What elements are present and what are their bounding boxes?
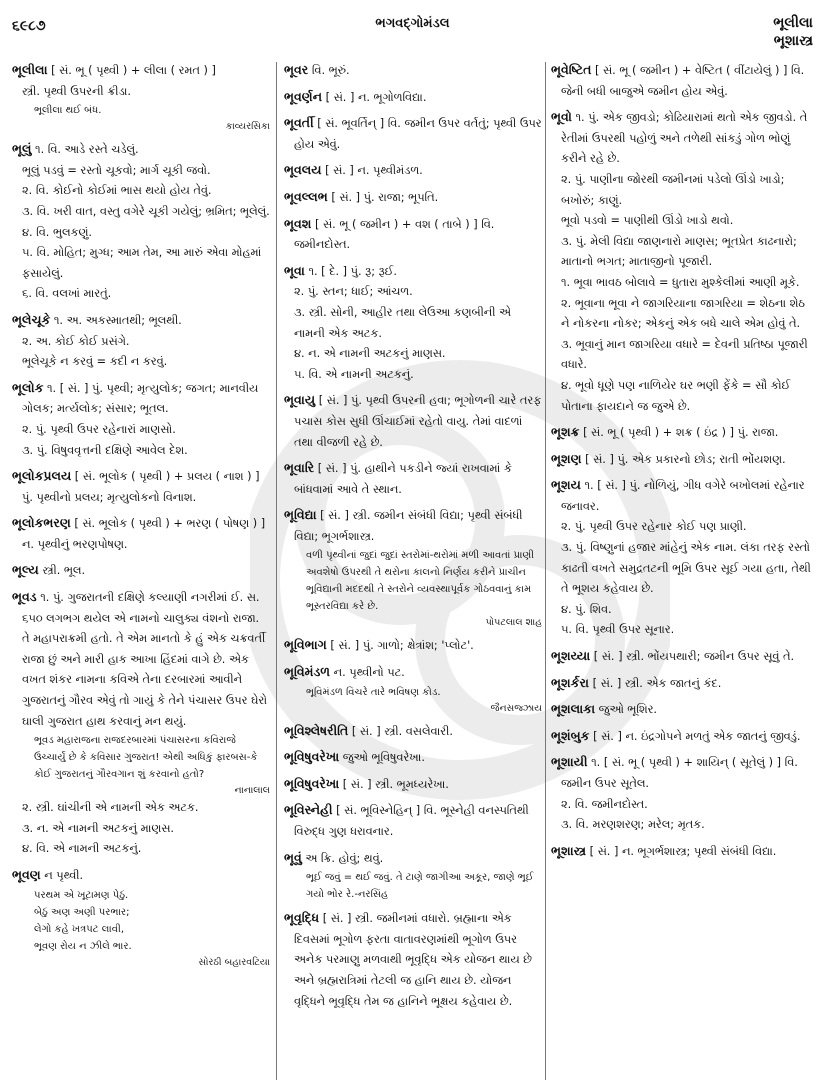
entry-sense bbox=[551, 273, 813, 294]
entry-headword: ભૂવાયુ bbox=[284, 392, 316, 408]
entry-headword: ભૂવો bbox=[551, 109, 572, 125]
entry-definition bbox=[284, 113, 542, 155]
definition-text: [ સં. ] સ્ત્રી. વસલેવારી. bbox=[351, 724, 453, 738]
entry-headword: ભૂવણ bbox=[12, 867, 41, 882]
definition-text: ૩. ભૂવાનું માન જાગરિયા વધારે = દેવની પ્રતિષ્ઠા પૂજારી વધારે. bbox=[561, 337, 808, 372]
entry-sense bbox=[12, 243, 270, 284]
entry-definition bbox=[284, 774, 542, 796]
entry-headword: ભૂશાયી bbox=[551, 754, 588, 770]
entry-sense bbox=[12, 181, 270, 202]
entry-headword: ભૂલોકભરણ bbox=[12, 515, 71, 531]
guide-word-last: ભૂશાસ્ત્ર bbox=[773, 33, 813, 49]
definition-text: ૩. સ્ત્રી. સોની, આહીર તથા લેઉઆ કણબીની એ નામની એક અટક. bbox=[294, 305, 511, 340]
quotation-attribution: સોરઠી બહારવટિયા bbox=[198, 956, 270, 968]
dictionary-entry bbox=[551, 752, 813, 835]
definition-text: [ સં. ] ન. ભૂગોળવિદ્યા. bbox=[325, 90, 427, 104]
entry-sense bbox=[551, 294, 813, 335]
dictionary-entry bbox=[12, 587, 270, 860]
entry-quotation-line: બેઠું અણ અણી પરભાર; bbox=[34, 906, 130, 918]
dictionary-entry bbox=[551, 60, 813, 102]
definition-text: [ સં. ] પું. રાજા; ભૂપતિ. bbox=[331, 190, 439, 204]
entry-definition bbox=[284, 662, 542, 684]
entry-sense bbox=[551, 600, 813, 621]
entry-definition bbox=[284, 458, 542, 500]
definition-text: ૧. [ સં. ] પું. નોળિયું, ગીધ વગેરે બખોલમાં રહેનાર જનાવર. bbox=[561, 479, 805, 513]
dictionary-entry bbox=[12, 560, 270, 582]
dictionary-entry bbox=[284, 774, 542, 796]
entry-sense bbox=[284, 344, 542, 365]
dictionary-entry bbox=[284, 800, 542, 842]
entry-sense bbox=[12, 420, 270, 441]
entry-headword: ભૂવૃદ્ધિ bbox=[284, 910, 320, 926]
entry-headword: ભૂશલાકા bbox=[551, 701, 596, 717]
entry-headword: ભૂશંબુક bbox=[551, 727, 590, 743]
entry-headword: ભૂલોકપ્રલય bbox=[12, 468, 72, 484]
definition-text: [ સં. ભૂલોક ( પૃથ્વી ) + ભરણ ( પોષણ ) ] ન. પૃથ્વીનું ભરણપોષણ. bbox=[22, 517, 266, 551]
entry-headword: ભૂવિભાગ bbox=[284, 637, 327, 653]
entry-headword: ભૂવા bbox=[284, 262, 305, 278]
dictionary-entry bbox=[284, 113, 542, 155]
entry-sense bbox=[551, 335, 813, 376]
guide-word-first: ભૂલીલા bbox=[773, 15, 813, 31]
dictionary-entry bbox=[284, 390, 542, 453]
definition-text: ન. પૃથ્વીનો પટ. bbox=[333, 666, 405, 680]
entry-sense bbox=[551, 538, 813, 600]
dictionary-entry bbox=[12, 513, 270, 555]
entry-definition bbox=[551, 422, 813, 444]
entry-sense bbox=[12, 332, 270, 353]
dictionary-entry bbox=[551, 646, 813, 668]
entry-definition bbox=[551, 646, 813, 668]
dictionary-entry bbox=[284, 458, 542, 500]
dictionary-entry bbox=[551, 107, 813, 417]
entry-headword: ભૂવું bbox=[284, 849, 302, 865]
entry-headword: ભૂવિષુવરેખા bbox=[284, 749, 340, 765]
definition-text: ૨. પું. પૃથ્વી ઉપર રહેનારાં માણસો. bbox=[22, 422, 176, 436]
dictionary-entry bbox=[284, 505, 542, 630]
column-divider bbox=[545, 62, 546, 1080]
definition-text: [ સં. ] ન. ઇંદ્રગોપને મળતું એક જાતનું જીવડું. bbox=[593, 729, 801, 743]
dictionary-entry bbox=[551, 726, 813, 748]
quotation-attribution: કાવ્યરસિકા bbox=[225, 121, 270, 133]
entry-definition bbox=[12, 587, 270, 732]
entry-headword: ભૂશર્કરા bbox=[551, 674, 589, 690]
entry-sense bbox=[551, 620, 813, 641]
definition-text: [ સં. ભૂવર્તિન્ ] વિ. જમીન ઉપર વર્તતું; પૃથ્વી ઉપર હોય એવું. bbox=[294, 117, 542, 151]
entry-definition bbox=[551, 673, 813, 695]
dictionary-entry bbox=[12, 60, 270, 134]
entry-sense bbox=[12, 352, 270, 373]
definition-text: [ સં. ભૂ ( જમીન ) + વશ ( તાબે ) ] વિ. જમીનદોસ્ત. bbox=[294, 217, 495, 252]
entry-headword: ભૂશય bbox=[551, 477, 581, 493]
entry-sense bbox=[551, 815, 813, 836]
entry-definition bbox=[12, 865, 270, 887]
entry-definition bbox=[12, 513, 270, 555]
definition-text: ૧. વિ. આડે રસ્તે ચડેલું. bbox=[35, 143, 139, 157]
entry-headword: ભૂવિમંડળ bbox=[284, 664, 331, 680]
entry-quotation-line: ભૂવણ રોય ન ઝીલે ભાર. bbox=[34, 940, 132, 952]
column-3 bbox=[551, 60, 813, 867]
entry-sense bbox=[12, 82, 270, 103]
entry-definition bbox=[551, 449, 813, 471]
definition-text: [ સં. ] પું. એક પ્રકારનો છોડ; રાતી ભોંયશણ. bbox=[585, 452, 786, 466]
page-header bbox=[0, 0, 825, 56]
entry-quotation: ભૂવડ મહારાજના રાજદરબારમાં પંચાસરના કવિરાજે ઉચ્ચાર્યું છે કે કવિસાર ગુજરાત! એથી અધિકું ફારબસ-કે કોઈ ગુજરાતનું ગૌરવગાન શું કરવાનો હતો? bbox=[34, 735, 258, 781]
definition-text: [ સં. ભૂ ( પૃથ્વી ) + શક્ર ( ઇંદ્ર ) ] પું. રાજા. bbox=[583, 426, 779, 440]
entry-sense bbox=[12, 284, 270, 305]
entry-definition bbox=[284, 505, 542, 547]
entry-definition bbox=[551, 841, 813, 863]
entry-definition bbox=[284, 214, 542, 256]
definition-text: [ સં. ] સ્ત્રી. જમીન સંબંધી વિદ્યા; પૃથ્વી સંબંધી વિદ્યા; ભૂગર્ભશાસ્ત્ર. bbox=[294, 509, 523, 543]
definition-text: ૪. ન. એ નામની અટકનું માણસ. bbox=[294, 347, 446, 361]
definition-text: ૩. પું. મેલી વિદ્યા જાણનારો માણસ; ભૂતપ્રેત કાઢનારો; માતાનો ભગત; માતાજીનો પૂજારી. bbox=[561, 234, 797, 269]
definition-text: જુઓ ભૂવિષુવરેખા. bbox=[342, 751, 425, 765]
entry-definition bbox=[284, 187, 542, 209]
entry-headword: ભૂલોક bbox=[12, 379, 44, 395]
entry-definition bbox=[551, 726, 813, 748]
entry-headword: ભૂવિષુવરેખા bbox=[284, 775, 340, 791]
column-2 bbox=[284, 60, 542, 1017]
entry-definition bbox=[551, 107, 813, 170]
dictionary-entry bbox=[12, 378, 270, 461]
dictionary-entry bbox=[12, 310, 270, 373]
definition-text: [ સં. ] સ્ત્રી. ભૂમધ્યરેખા. bbox=[342, 777, 449, 791]
entry-sense bbox=[551, 517, 813, 538]
entry-definition bbox=[284, 848, 542, 870]
entry-headword: ભૂલીલા bbox=[12, 62, 48, 77]
definition-text: ૫. વિ. પૃથ્વી ઉપર સૂનાર. bbox=[561, 623, 675, 637]
definition-text: [ સં. ભૂ ( પૃથ્વી ) + લીલા ( રમત ) ] bbox=[51, 64, 216, 77]
definition-text: ન પૃથ્વી. bbox=[44, 869, 84, 882]
dictionary-entry bbox=[284, 87, 542, 109]
entry-quotation: ભૂવિમંડળ વિચરે તારે ભવિષણ કોડ. bbox=[306, 686, 441, 698]
entry-headword: ભૂલ્ય bbox=[12, 562, 39, 578]
entry-sense: ૩. ન. એ નામની અટકનું માણસ. bbox=[22, 821, 175, 835]
definition-text: [ સં. ] પું. પૃથ્વી ઉપરની હવા; ભૂગોળની ચારે તરફ પચાસ કોસ સુધી ઊંચાઈમાં રહેતો વાયુ. તેમાં વાદળાં તથા વીજળી રહે છે. bbox=[294, 394, 542, 449]
definition-text: ૩. પું. વિષ્ણુનાં હજાર માંહેનું એક નામ. લંકા તરફ રસ્તો કાઢતી વખતે સમુદ્રતટની ભૂમિ ઉપર સૂઈ ગયા હતા, તેથી તે ભૂશય કહેવાય છે. bbox=[561, 541, 811, 596]
dictionary-entry bbox=[551, 475, 813, 641]
definition-text: સ્ત્રી. પૃથ્વી ઉપરની ક્રીડા. bbox=[22, 84, 132, 98]
entry-definition bbox=[12, 466, 270, 508]
entry-headword: ભૂશાસ્ત્ર bbox=[551, 842, 587, 858]
entry-definition bbox=[284, 87, 542, 109]
definition-text: ૨. વિ. જમીનદોસ્ત. bbox=[561, 797, 648, 811]
entry-headword: ભૂવડ bbox=[12, 589, 37, 605]
entry-sense bbox=[12, 161, 270, 182]
entry-definition bbox=[284, 747, 542, 769]
definition-text: ૧. [ સં. ભૂ ( પૃથ્વી ) + શાયિન્ ( સૂતેલું ) ] વિ. જમીન ઉપર સૂતેલ. bbox=[561, 756, 798, 790]
entry-headword: ભૂલું bbox=[12, 141, 32, 157]
entry-sense bbox=[551, 376, 813, 417]
dictionary-entry bbox=[284, 60, 542, 82]
entry-definition bbox=[12, 60, 270, 82]
entry-sense: ૨. સ્ત્રી. ઘાંચીની એ નામની એક અટક. bbox=[22, 801, 199, 815]
entry-sense: ૪. વિ. એ નામની અટકનું. bbox=[22, 842, 142, 856]
dictionary-entry bbox=[284, 848, 542, 904]
entry-definition bbox=[284, 800, 542, 842]
dictionary-entry bbox=[284, 747, 542, 769]
definition-text: ભૂલું પડવું = રસ્તો ચૂકવો; માર્ગ ચૂકી જવો. bbox=[22, 163, 211, 177]
entry-sense bbox=[12, 202, 270, 223]
entry-quotation: ભૂઈ જવું = થઈ જવું. તે ટાણે જાગીઆ અકૂર, જાણે ભૂઈ ગયો ભોર રે.-નરસિંહ bbox=[306, 872, 534, 901]
dictionary-entry bbox=[551, 699, 813, 721]
entry-headword: ભૂવર્ણન bbox=[284, 88, 323, 104]
definition-text: સ્ત્રી. ભૂલ. bbox=[42, 564, 86, 578]
definition-text: [ સં. ] પું. હાથીને પકડીને જ્યાં રાખવામાં કે બાંધવામાં આવે તે સ્થાન. bbox=[294, 462, 512, 496]
definition-text: ૧. પું. એક જીવડો; કોઢિયારામાં થતો એક જીવડો. તે રેતીમાં ઉપરથી પહોળું અને તળેથી સાંકડું ગોળ ભોણું કરીને રહે છે. bbox=[561, 111, 808, 166]
definition-text: ૩. વિ. મરણશરણ; મરેલ; મૃતક. bbox=[561, 818, 705, 832]
entry-definition bbox=[12, 560, 270, 582]
running-title: ભગવદ્ગોમંડલ bbox=[375, 16, 450, 31]
definition-text: ૨. ભૂવાના ભૂવા ને જાગરિયાના જાગરિયા = શેઠના શેઠ ને નોકરના નોકર; એકનું એક બધે ચાલે એમ હોવું તે. bbox=[561, 296, 805, 331]
entry-headword: ભૂલેચૂકે bbox=[12, 311, 51, 327]
dictionary-entry bbox=[284, 662, 542, 716]
definition-text: [ સં. ] સ્ત્રી. જમીનમાં વધારો. બ્રહ્માના એક દિવસમાં ભૂગોળ ફરતા વાતાવરણમાંથી ભૂગોળ ઉપર અનેક પરમાણુ મળવાથી ભૂવૃદ્ધિ એક યોજન થાય છે અને બ્રહ્મરાત્રિમાં તેટલી જ હાનિ થાય છે. યોજન વૃદ્ધિને ભૂવૃદ્ધિ તેમ જ હાનિને ભૂક્ષય કહેવાય છે. bbox=[294, 912, 532, 1008]
definition-text: ૨. પું. પૃથ્વી ઉપર રહેનાર કોઈ પણ પ્રાણી. bbox=[561, 520, 747, 534]
entry-headword: ભૂવર્તી bbox=[284, 115, 314, 131]
definition-text: ભૂવો પડવો = પાણીથી ઊંડો ખાડો થવો. bbox=[561, 214, 734, 228]
definition-text: ૫. વિ. એ નામની અટકનું. bbox=[294, 367, 414, 381]
entry-headword: ભૂવારિ bbox=[284, 460, 315, 476]
entry-definition bbox=[284, 60, 542, 82]
dictionary-entry bbox=[551, 841, 813, 863]
dictionary-entry bbox=[284, 214, 542, 256]
definition-text: ૧. અ. અકસ્માતથી; ભૂલથી. bbox=[53, 313, 182, 327]
column-divider bbox=[276, 62, 277, 1080]
entry-headword: ભૂવર bbox=[284, 62, 309, 77]
definition-text: ૧. [ દે. ] પું. રૂ; રૂઈ. bbox=[308, 264, 397, 278]
entry-headword: ભૂવિદ્યા bbox=[284, 507, 317, 523]
entry-sense bbox=[551, 795, 813, 816]
entry-headword: ભૂવેષ્ટિત bbox=[551, 62, 592, 77]
entry-quotation: ભૂલીલા થઈ બંધ. bbox=[34, 105, 102, 117]
definition-text: જુઓ ભૂશિર. bbox=[598, 703, 658, 717]
entry-headword: ભૂવશ bbox=[284, 215, 312, 231]
entry-headword: ભૂવિશ્લેષરીતિ bbox=[284, 722, 349, 738]
entry-headword: ભૂવિસ્નેહી bbox=[284, 802, 333, 818]
entry-definition bbox=[284, 390, 542, 453]
entry-sense bbox=[12, 441, 270, 462]
definition-text: ૩. પું. વિષુવવૃત્તની દક્ષિણે આવેલ દેશ. bbox=[22, 443, 188, 457]
page-number: ૬૯૮૭ bbox=[12, 18, 46, 34]
definition-text: ૧. પું. ગુજરાતની દક્ષિણે કલ્યાણી નગરીમાં ઈ. સ. ૬૫૦ લગભગ થયેલ એ નામનો ચાલુક્ય વંશનો રાજા. તે મહાપરાક્રમી હતો. તે એમ માનતો કે હું એક ચક્રવર્તી રાજા છું અને મારી હાક આખા હિંદમાં વાગે છે. એક વખત શંકર નામના કવિએ તેના દરબારમાં આવીને ગુજરાતનું ગૌરવ એવું તો ગાયું કે તેને પંચાસર ઉપર ઘેરો ઘાલી ગુજરાત હાથ કરવાનું મન થયું. bbox=[22, 591, 268, 728]
definition-text: ૩. વિ. ખરી વાત, વસ્તુ વગેરે ચૂકી ગયેલું; ભ્રમિત; ભૂલેલું. bbox=[22, 204, 270, 218]
definition-text: [ સં. ] સ્ત્રી. ભોંયપથારી; જમીન ઉપર સૂવું તે. bbox=[593, 650, 795, 664]
entry-sense bbox=[551, 211, 813, 232]
dictionary-entry bbox=[12, 865, 270, 970]
definition-text: ૪. વિ. ભુલકણું. bbox=[22, 225, 92, 239]
entry-sense bbox=[284, 303, 542, 344]
definition-text: [ સં. ] ન. પૃથ્વીમંડળ. bbox=[325, 164, 423, 178]
definition-text: [ સં. ભૂવિસ્નેહિન્ ] વિ. ભૂસ્નેહી વનસ્પતિથી વિરુદ્ધ ગુણ ધરાવનાર. bbox=[294, 804, 529, 839]
dictionary-entry bbox=[551, 673, 813, 695]
entry-quotation: વળી પૃથ્વીનાં જુદાં જુદાં સ્તરોમાં-થરોમાં મળી આવતાં પ્રાણી અવશેષો ઉપરથી તે થરોના કાલનો નિર્ણય કરીને પ્રાચીન ભૂવિદ્યાની મદદથી તે સ્તરોને વ્યવસ્થાપૂર્વક ગોઠવવાનું કામ ભૂસ્તરવિદ્યા કરે છે. bbox=[306, 550, 535, 613]
dictionary-entry bbox=[551, 449, 813, 471]
entry-definition bbox=[551, 60, 813, 102]
column-1 bbox=[12, 60, 270, 975]
entry-headword: ભૂશક્ર bbox=[551, 424, 580, 440]
guide-words bbox=[773, 14, 813, 50]
entry-definition bbox=[284, 635, 542, 657]
entry-definition bbox=[551, 475, 813, 517]
definition-text: વિ. ભૂરું. bbox=[311, 64, 350, 77]
definition-text: ૧. ભૂવા ભાવઠ બોલાવે = ધુતારા મુશ્કેલીમાં આણી મૂકે. bbox=[561, 275, 800, 289]
definition-text: ૪. પું. શિવ. bbox=[561, 602, 612, 616]
entry-definition bbox=[284, 721, 542, 743]
definition-text: ૬. વિ. વલખાં મારતું. bbox=[22, 287, 112, 301]
entry-quotation-line: લેગો કહે ખત્રપટ લાવી, bbox=[34, 923, 125, 935]
entry-headword: ભૂશય્યા bbox=[551, 648, 591, 664]
dictionary-entry bbox=[284, 635, 542, 657]
definition-text: અ ક્રિ. હોવું; થવું. bbox=[305, 851, 384, 865]
dictionary-entry bbox=[284, 187, 542, 209]
quotation-attribution: પોપટલાલ શાહ bbox=[485, 617, 542, 629]
definition-text: ૨. અ. કોઈ કોઈ પ્રસંગે. bbox=[22, 334, 130, 348]
entry-sense bbox=[284, 282, 542, 303]
entry-definition bbox=[551, 752, 813, 794]
entry-quotation-line: પરથમ એ ખૂટામણ પેઠું. bbox=[34, 889, 129, 901]
dictionary-entry bbox=[284, 261, 542, 386]
entry-sense bbox=[284, 365, 542, 386]
definition-text: [ સં. ] સ્ત્રી. એક જાતનું કંદ. bbox=[592, 676, 722, 690]
definition-text: [ સં. ] ન. ભૂગર્ભશાસ્ત્ર; પૃથ્વી સંબંધી વિદ્યા. bbox=[589, 844, 777, 858]
entry-definition bbox=[284, 261, 542, 283]
dictionary-entry bbox=[12, 139, 270, 305]
definition-text: ભૂલેચૂકે ન કરવું = કદી ન કરવું. bbox=[22, 355, 168, 369]
entry-sense bbox=[551, 170, 813, 211]
definition-text: ૨. પું. પાણીના જોરથી જમીનમાં પડેલો ઊંડો ખાડો; બખોરું; કાણું. bbox=[561, 172, 785, 207]
quotation-attribution: જૈનસજ્ઝાય bbox=[490, 702, 542, 714]
entry-headword: ભૂશણ bbox=[551, 450, 582, 466]
entry-sense bbox=[12, 223, 270, 244]
quotation-attribution: નાનાલાલ bbox=[234, 785, 270, 797]
definition-text: ૨. પું. સ્તન; ધાઈ; આંચળ. bbox=[294, 285, 413, 299]
definition-text: ૨. વિ. કોઈનો કોઈમાં ભાસ થયો હોય તેવું. bbox=[22, 184, 212, 198]
entry-headword: ભૂવલ્લભ bbox=[284, 188, 328, 204]
entry-definition bbox=[551, 699, 813, 721]
definition-text: [ સં. ] પું. ગાળો; ક્ષેત્રાંશ; 'પ્લોટ'. bbox=[330, 639, 474, 653]
entry-headword: ભૂવલય bbox=[284, 162, 322, 178]
definition-text: ૪. ભૂવો ધૂણે પણ નાળિયેર ઘર ભણી ફેંકે = સૌ કોઈ પોતાના ફાયદાને જ જુએ છે. bbox=[561, 378, 791, 413]
entry-sense bbox=[551, 232, 813, 273]
dictionary-entry bbox=[284, 908, 542, 1012]
definition-text: ૫. વિ. મોહિત; મુગ્ધ; આમ તેમ, આ મારું એવા મોહમાં ફસાયેલું. bbox=[22, 246, 262, 280]
dictionary-entry bbox=[284, 721, 542, 743]
definition-text: ૧. [ સં. ] પું. પૃથ્વી; મૃત્યુલોક; જગત; માનવીય ગોલક; મર્ત્યલોક; સંસાર; ભૂતલ. bbox=[22, 381, 259, 416]
dictionary-entry bbox=[12, 466, 270, 508]
entry-definition bbox=[284, 160, 542, 182]
definition-text: [ સં. ભૂલોક ( પૃથ્વી ) + પ્રલય ( નાશ ) ] પું. પૃથ્વીનો પ્રલય; મૃત્યુલોકનો વિનાશ. bbox=[22, 470, 260, 504]
definition-text: [ સં. ભૂ ( જમીન ) + વેષ્ટિત ( વીંટાયેલું ) ] વિ. જેની બધી બાજુએ જમીન હોય એવું. bbox=[561, 64, 805, 98]
entry-definition bbox=[284, 908, 542, 1012]
dictionary-entry bbox=[551, 422, 813, 444]
dictionary-entry bbox=[284, 160, 542, 182]
entry-definition bbox=[12, 139, 270, 161]
entry-definition bbox=[12, 378, 270, 420]
entry-definition bbox=[12, 310, 270, 332]
